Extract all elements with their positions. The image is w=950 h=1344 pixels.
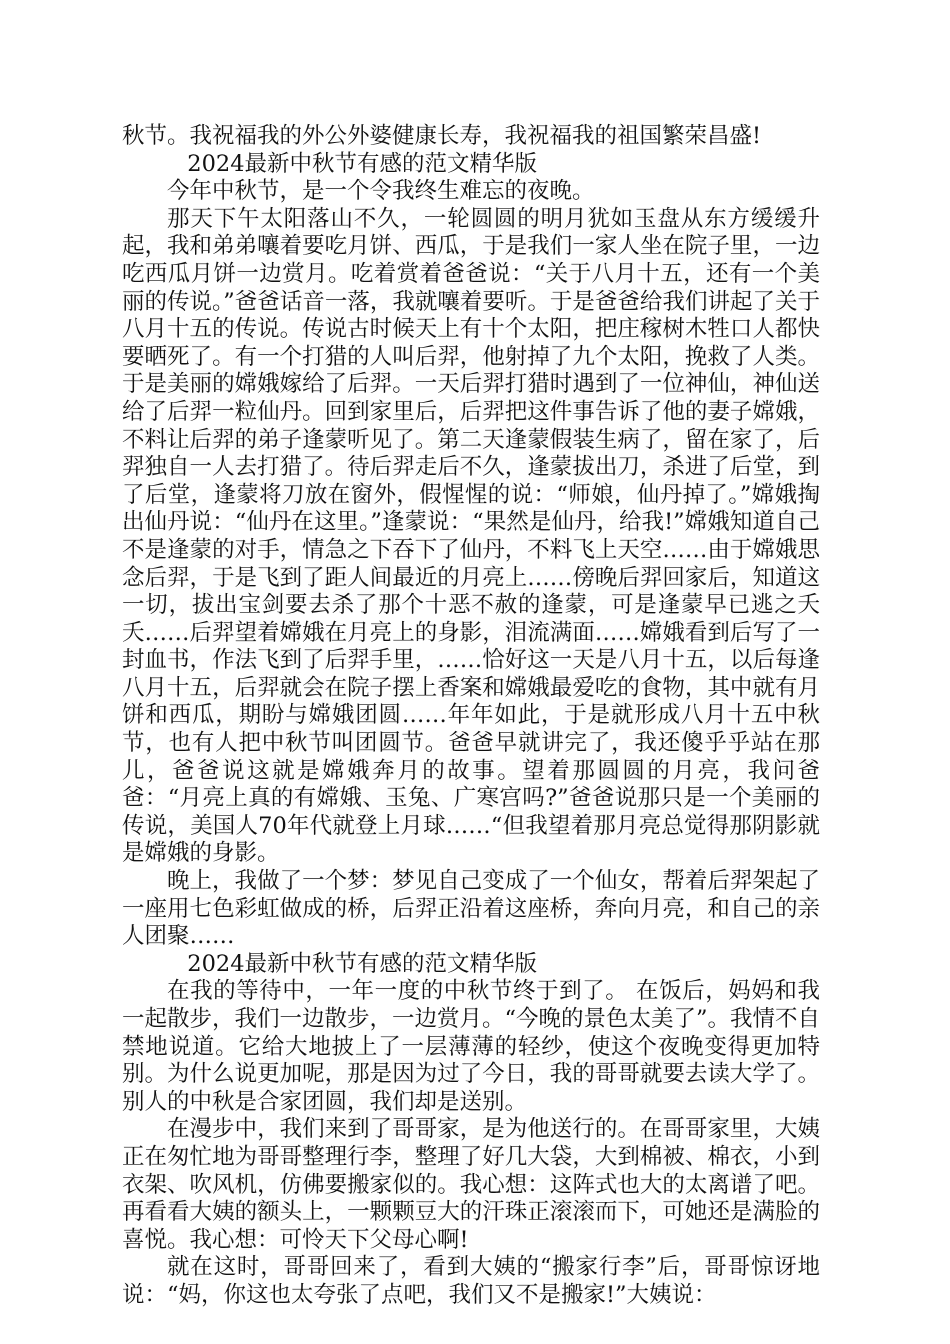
paragraph-1: 今年中秋节，是一个令我终生难忘的夜晚。 bbox=[167, 178, 595, 205]
paragraph-6: 就在这时，哥哥回来了，看到大姨的“搬家行李”后，哥哥惊讶地说：“妈，你这也太夸张了点吧，我们又不是搬家!”大姨说： bbox=[122, 1254, 820, 1308]
paragraph-2: 那天下午太阳落山不久，一轮圆圆的明月犹如玉盘从东方缓缓升起，我和弟弟嚷着要吃月饼、西瓜，于是我们一家人坐在院子里，一边吃西瓜月饼一边赏月。吃着赏着爸爸说：“关于八月十五，还有一个美丽的传说。”爸爸话音一落，我就嚷着要听。于是爸爸给我们讲起了关于八月十五的传说。传说古时候天上有十个太阳，把庄稼树木牲口人都快要晒死了。有一个打猎的人叫后羿，他射掉了九个太阳，挽救了人类。于是美丽的嫦娥嫁给了后羿。一天后羿打猎时遇到了一位神仙，神仙送给了后羿一粒仙丹。回到家里后，后羿把这件事告诉了他的妻子嫦娥，不料让后羿的弟子逢蒙听见了。第二天逢蒙假装生病了，留在家了，后羿独自一人去打猎了。待后羿走后不久，逢蒙拔出刀，杀进了后堂，到了后堂，逢蒙将刀放在窗外，假惺惺的说：“师娘，仙丹掉了。”嫦娥掏出仙丹说：“仙丹在这里。”逢蒙说：“果然是仙丹，给我!”嫦娥知道自己不是逢蒙的对手，情急之下吞下了仙丹，不料飞上天空……由于嫦娥思念后羿，于是飞到了距人间最近的月亮上……傍晚后羿回家后，知道这一切，拔出宝剑要去杀了那个十恶不赦的逢蒙，可是逢蒙早已逃之夭夭……后羿望着嫦娥在月亮上的身影，泪流满面……嫦娥看到后写了一封血书，作法飞到了后羿手里，……恰好这一天是八月十五，以后每逢八月十五，后羿就会在院子摆上香案和嫦娥最爱吃的食物，其中就有月饼和西瓜，期盼与嫦娥团圆……年年如此，于是就形成八月十五中秋节，也有人把中秋节叫团圆节。爸爸早就讲完了，我还傻乎乎站在那儿，爸爸说这就是嫦娥奔月的故事。望着那圆圆的月亮，我问爸爸：“月亮上真的有嫦娥、玉兔、广寒宫吗?”爸爸说那只是一个美丽的传说，美国人70年代就登上月球……“但我望着那月亮总觉得那阴影就是嫦娥的身影。 bbox=[122, 205, 820, 867]
document-page bbox=[122, 123, 820, 1310]
essay-title-1: 2024最新中秋节有感的范文精华版 bbox=[187, 150, 538, 177]
paragraph-4: 在我的等待中，一年一度的中秋节终于到了。 在饭后，妈妈和我一起散步，我们一边散步，一边赏月。“今晚的景色太美了”。我情不自禁地说道。它给大地披上了一层薄薄的轻纱，使这个夜晚变得更加特别。为什么说更加呢，那是因为过了今日，我的哥哥就要去读大学了。别人的中秋是合家团圆，我们却是送别。 bbox=[122, 978, 821, 1115]
paragraph-3: 晚上，我做了一个梦：梦见自己变成了一个仙女，帮着后羿架起了一座用七色彩虹做成的桥，后羿正沿着这座桥，奔向月亮，和自己的亲人团聚…… bbox=[122, 868, 820, 950]
paragraph-5: 在漫步中，我们来到了哥哥家，是为他送行的。在哥哥家里，大姨正在匆忙地为哥哥整理行李，整理了好几大袋，大到棉被、棉衣，小到衣架、吹风机，仿佛要搬家似的。我心想：这阵式也大的太离谱了吧。再看看大姨的额头上，一颗颗豆大的汗珠正滚滚而下，可她还是满脸的喜悦。我心想：可怜天下父母心啊! bbox=[122, 1116, 820, 1253]
essay-title-2: 2024最新中秋节有感的范文精华版 bbox=[187, 950, 538, 977]
paragraph-intro-tail: 秋节。我祝福我的外公外婆健康长寿，我祝福我的祖国繁荣昌盛! bbox=[122, 123, 762, 149]
